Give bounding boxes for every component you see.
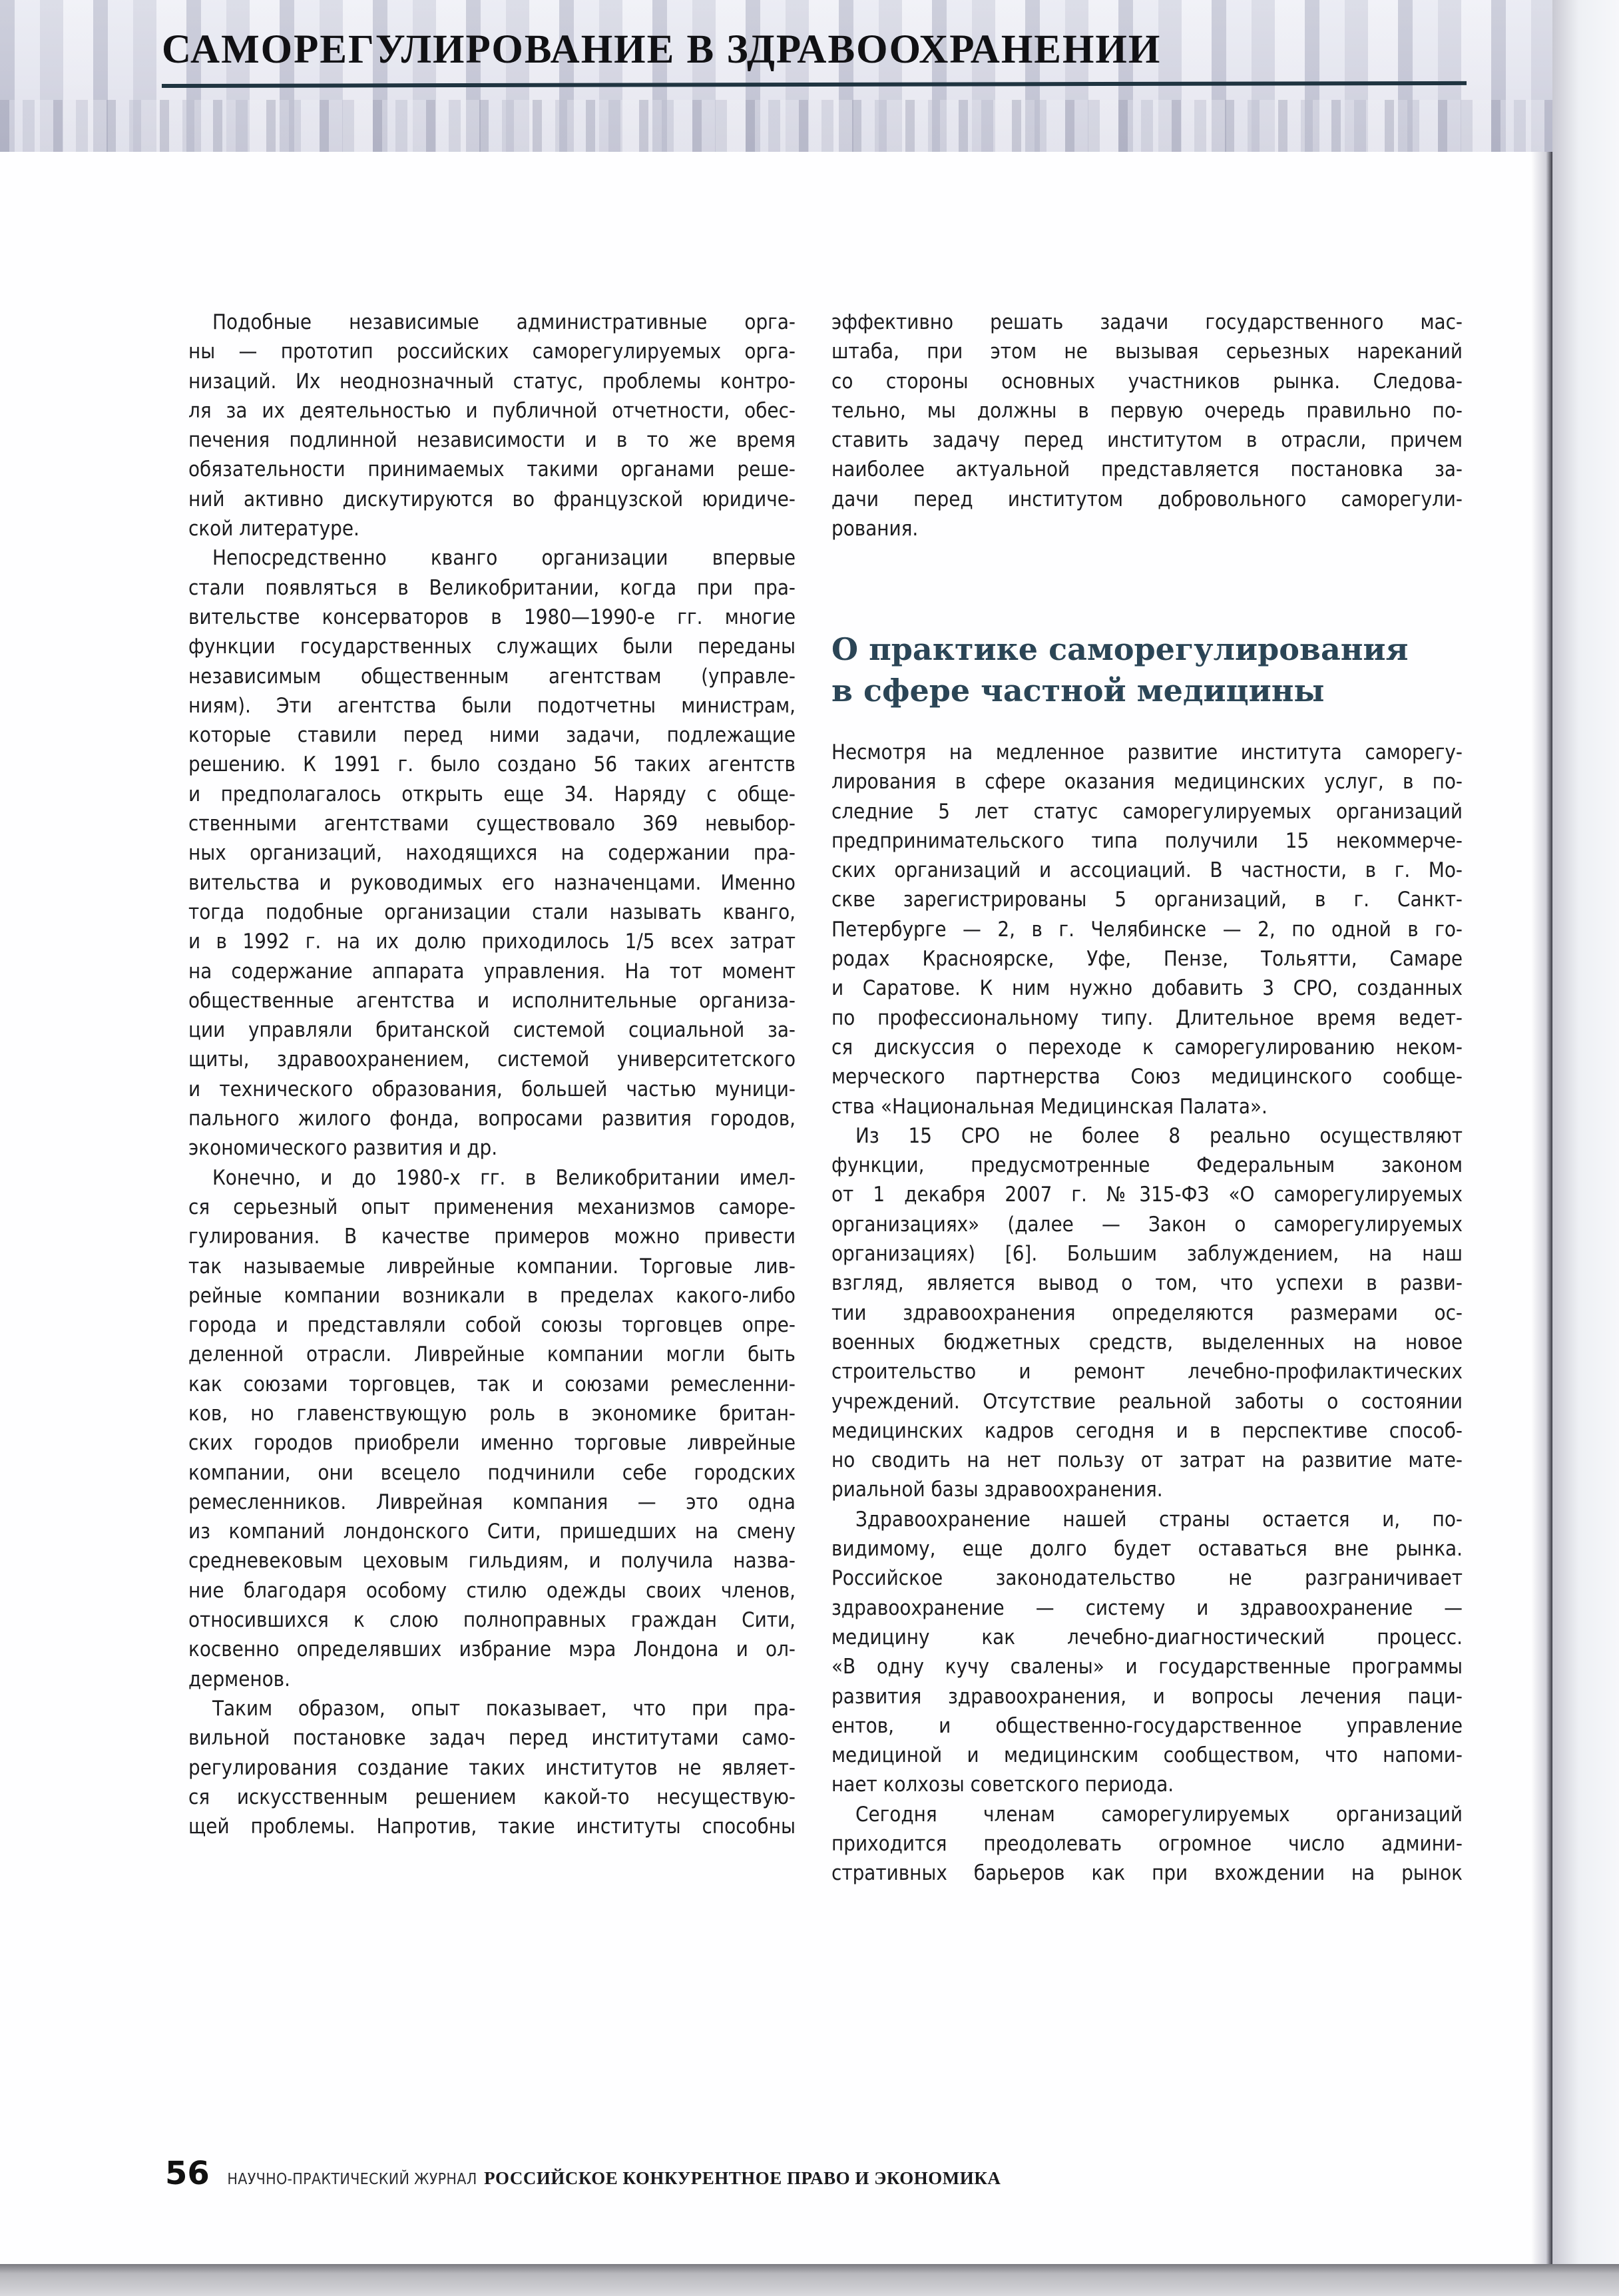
text-line: относившихся к слою полноправных граждан Сити,: [188, 1608, 796, 1633]
text-line: как союзами торговцев, так и союзами ремесленни-: [188, 1372, 796, 1396]
text-line: Сегодня членам саморегулируемых организаций: [855, 1802, 1463, 1827]
text-line: которые ставили перед ними задачи, подлежащие: [188, 723, 796, 748]
text-line: строительство и ремонт лечебно-профилактических: [831, 1360, 1463, 1384]
text-line: гулирования. В качестве примеров можно привести: [188, 1225, 796, 1249]
text-line: ской литературе.: [188, 517, 359, 541]
text-line: от 1 декабря 2007 г. №315-ФЗ «О саморегулируемых: [831, 1183, 1463, 1207]
paragraph: [188, 543, 796, 1163]
text-line: и Саратове. К ним нужно добавить 3 СРО, созданных: [831, 976, 1463, 1001]
paragraph: [188, 1163, 796, 1694]
header-background-image: [0, 0, 1552, 152]
text-line: развития здравоохранения, и вопросы лечения паци-: [831, 1684, 1463, 1709]
page-fold-shadow: [1531, 0, 1552, 2264]
paragraph: [831, 1121, 1463, 1505]
text-line: ние благодаря особому стилю одежды своих членов,: [188, 1578, 796, 1603]
text-line: эффективно решать задачи государственного мас-: [831, 310, 1463, 334]
text-line: Подобные независимые административные орга-: [212, 310, 796, 334]
text-line: организациях» (далее — Закон о саморегулируемых: [831, 1212, 1463, 1237]
text-line: из компаний лондонского Сити, пришедших на смену: [188, 1520, 796, 1544]
text-line: так называемые ливрейные компании. Торговые лив-: [188, 1254, 796, 1279]
text-line: видимому, еще долго будет оставаться вне рынка.: [831, 1537, 1463, 1562]
page-footer: [165, 2155, 1001, 2192]
text-line: на содержание аппарата управления. На тот момент: [188, 959, 796, 984]
text-line: ся серьезный опыт применения механизмов саморе-: [188, 1195, 796, 1219]
text-line: ентов, и общественно-государственное управление: [831, 1713, 1463, 1738]
text-line: независимым общественным агентствам (управле-: [188, 664, 796, 689]
text-line: предпринимательского типа получили 15 некоммерче-: [831, 828, 1463, 853]
text-line: и технического образования, большей частью муници-: [188, 1077, 796, 1101]
text-line: ских городов приобрели именно торговые ливрейные: [188, 1431, 796, 1456]
text-line: Петербурге — 2, в г. Челябинске — 2, по одной в го-: [831, 917, 1463, 942]
text-line: ремесленников. Ливрейная компания — это одна: [188, 1490, 796, 1514]
text-line: функции государственных служащих были переданы: [188, 635, 796, 659]
adjacent-page-edge: [1552, 0, 1619, 2264]
text-line: ных организаций, находящихся на содержании пра-: [188, 841, 796, 866]
text-line: косвенно определявших избрание мэра Лондона и ол-: [188, 1637, 796, 1662]
text-line: тии здравоохранения определяются размерами ос-: [831, 1300, 1463, 1325]
text-line: рейные компании возникали в пределах какого-либо: [188, 1283, 796, 1308]
text-line: медициной и медицинским сообществом, что напоми-: [831, 1743, 1463, 1768]
text-line: ских организаций и ассоциаций. В частности, в г. Мо-: [831, 858, 1463, 883]
text-line: ниям). Эти агентства были подотчетны министрам,: [188, 693, 796, 718]
text-line: ля за их деятельностью и публичной отчетности, обес-: [188, 398, 796, 423]
paragraph: [831, 1505, 1463, 1800]
journal-type: НАУЧНО-ПРАКТИЧЕСКИЙ ЖУРНАЛ: [227, 2171, 477, 2188]
text-line: Из 15 СРО не более 8 реально осуществляют: [855, 1123, 1463, 1148]
text-line: средневековым цеховым гильдиям, и получила назва-: [188, 1549, 796, 1574]
text-line: Конечно, и до 1980-х гг. в Великобритании имел-: [212, 1165, 796, 1190]
text-line: ции управляли британской системой социальной за-: [188, 1018, 796, 1043]
text-line: ственными агентствами существовало 369 невыбор-: [188, 812, 796, 836]
text-line: обязательности принимаемых такими органами реше-: [188, 457, 796, 482]
text-line: «В одну кучу свалены» и государственные программы: [831, 1655, 1463, 1679]
text-line: Здравоохранение нашей страны остается и, по-: [855, 1507, 1463, 1532]
text-line: ставить задачу перед институтом в отрасли, причем: [831, 428, 1463, 453]
text-line: штаба, при этом не вызывая серьезных нареканий: [831, 340, 1463, 364]
text-line: организациях) [6]. Большим заблуждением, на наш: [831, 1242, 1463, 1267]
text-line: Несмотря на медленное развитие института саморегу-: [831, 740, 1463, 764]
text-line: пального жилого фонда, вопросами развития городов,: [188, 1107, 796, 1131]
text-line: ся дискуссия о переходе к саморегулированию неком-: [831, 1035, 1463, 1059]
text-line: дерменов.: [188, 1667, 290, 1691]
text-line: стали появляться в Великобритании, когда при пра-: [188, 575, 796, 600]
text-line: города и представляли собой союзы торговцев опре-: [188, 1313, 796, 1338]
text-line: военных бюджетных средств, выделенных на новое: [831, 1330, 1463, 1354]
text-line: щей проблемы. Напротив, такие институты способны: [188, 1815, 796, 1839]
text-line: вильной постановке задач перед институтами само-: [188, 1726, 796, 1751]
text-line: регулирования создание таких институтов не являет-: [188, 1755, 796, 1780]
text-line: Российское законодательство не разграничивает: [831, 1566, 1463, 1591]
text-line: но сводить на нет пользу от затрат на развитие мате-: [831, 1448, 1463, 1473]
text-line: медицинских кадров сегодня и в перспективе способ-: [831, 1418, 1463, 1443]
text-line: компании, они всецело подчинили себе городских: [188, 1460, 796, 1485]
text-line: ся искусственным решением какой-то несуществую-: [188, 1785, 796, 1809]
text-line: лирования в сфере оказания медицинских услуг, в по-: [831, 770, 1463, 794]
text-line: ства «Национальная Медицинская Палата».: [831, 1094, 1268, 1119]
text-line: следние 5 лет статус саморегулируемых организаций: [831, 799, 1463, 824]
text-line: медицину как лечебно-диагностический процесс.: [831, 1625, 1463, 1649]
text-line: вительстве консерваторов в 1980—1990-е гг. многие: [188, 605, 796, 629]
text-line: дачи перед институтом добровольного саморегули-: [831, 487, 1463, 511]
text-line: ны — прототип российских саморегулируемых орга-: [188, 340, 796, 364]
text-line: по профессиональному типу. Длительное время ведет-: [831, 1005, 1463, 1030]
subsection-heading-line: О практике саморегулирования: [831, 631, 1409, 667]
text-line: со стороны основных участников рынка. Следова-: [831, 369, 1463, 394]
text-line: ков, но главенствующую роль в экономике британ-: [188, 1401, 796, 1426]
text-line: родах Красноярске, Уфе, Пензе, Тольятти, Самаре: [831, 947, 1463, 972]
journal-name: РОССИЙСКОЕ КОНКУРЕНТНОЕ ПРАВО И ЭКОНОМИКА: [484, 2168, 1001, 2188]
text-line: общественные агентства и исполнительные организа-: [188, 988, 796, 1013]
text-line: печения подлинной независимости и в то же время: [188, 428, 796, 453]
text-line: приходится преодолевать огромное число админи-: [831, 1831, 1463, 1856]
paragraph: [188, 308, 796, 543]
text-line: скве зарегистрированы 5 организаций, в г. Санкт-: [831, 888, 1463, 912]
text-line: щиты, здравоохранением, системой университетского: [188, 1047, 796, 1072]
text-line: ний активно дискутируются во французской юридиче-: [188, 487, 796, 511]
text-line: функции, предусмотренные Федеральным законом: [831, 1153, 1463, 1178]
text-line: мерческого партнерства Союз медицинского сообще-: [831, 1065, 1463, 1089]
text-line: Таким образом, опыт показывает, что при пра-: [212, 1696, 796, 1721]
left-column: [188, 308, 796, 1841]
text-line: деленной отрасли. Ливрейные компании могли быть: [188, 1342, 796, 1367]
scanner-edge: [0, 2264, 1619, 2296]
text-line: рования.: [831, 517, 919, 541]
paragraph: [831, 308, 1463, 543]
text-line: и предполагалось открыть еще 34. Наряду с обще-: [188, 782, 796, 806]
text-line: низаций. Их неоднозначный статус, проблемы контро-: [188, 369, 796, 394]
text-line: экономического развития и др.: [188, 1136, 498, 1161]
right-column-intro: [831, 308, 1463, 543]
right-column-body: [831, 738, 1463, 1888]
text-line: вительства и руководимых его назначенцами. Именно: [188, 870, 796, 895]
text-line: Непосредственно кванго организации впервые: [212, 546, 796, 571]
text-line: риальной базы здравоохранения.: [831, 1478, 1163, 1502]
text-line: стративных барьеров как при вхождении на рынок: [831, 1861, 1463, 1886]
paragraph: [831, 738, 1463, 1121]
subsection-heading: [831, 629, 1471, 711]
text-line: тельно, мы должны в первую очередь правильно по-: [831, 398, 1463, 423]
paragraph: [188, 1694, 796, 1841]
text-line: нает колхозы советского периода.: [831, 1773, 1174, 1797]
paragraph: [831, 1800, 1463, 1888]
text-line: и в 1992 г. на их долю приходилось 1/5 всех затрат: [188, 930, 796, 954]
subsection-heading-line: в сфере частной медицины: [831, 673, 1325, 709]
page-number: 56: [165, 2155, 210, 2192]
text-line: решению. К 1991 г. было создано 56 таких агентств: [188, 752, 796, 777]
text-line: здравоохранение — систему и здравоохранение —: [831, 1595, 1463, 1620]
section-title: САМОРЕГУЛИРОВАНИЕ В ЗДРАВООХРАНЕНИИ: [162, 27, 1162, 72]
text-line: тогда подобные организации стали называть кванго,: [188, 900, 796, 924]
text-line: взгляд, является вывод о том, что успехи в разви-: [831, 1271, 1463, 1296]
text-line: учреждений. Отсутствие реальной заботы о состоянии: [831, 1389, 1463, 1414]
text-line: наиболее актуальной представляется постановка за-: [831, 457, 1463, 482]
